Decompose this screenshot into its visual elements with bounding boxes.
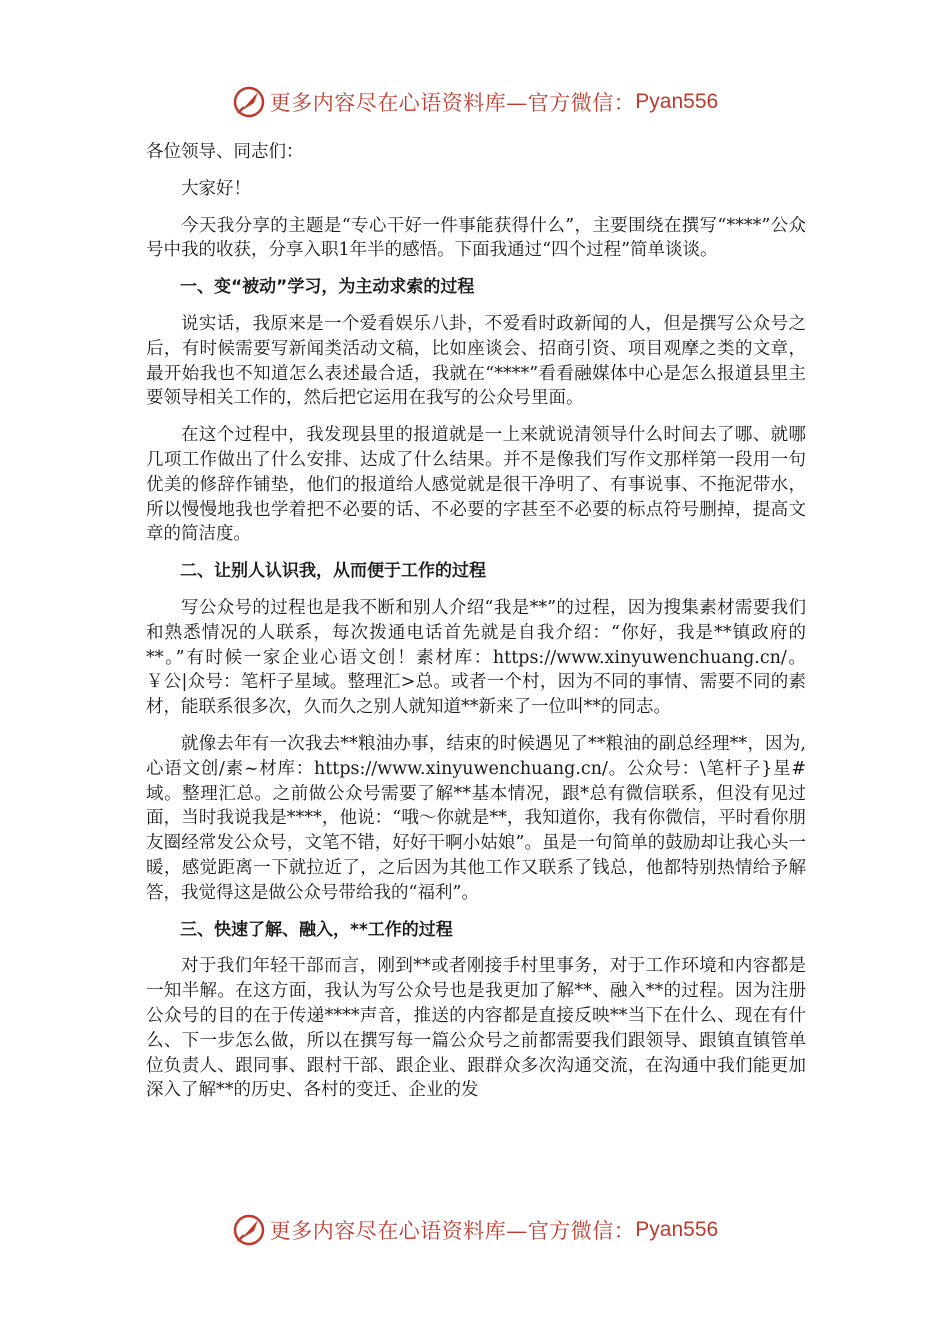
section-heading-2: 二、让别人认识我，从而便于工作的过程 (180, 561, 486, 582)
intro-paragraph: 今天我分享的主题是“专心干好一件事能获得什么”，主要围绕在撰写“****”公众号中我的收获，分享入职1年半的感悟。下面我通过“四个过程”简单谈谈。 (146, 215, 806, 261)
section-heading-3: 三、快速了解、融入，**工作的过程 (180, 919, 453, 940)
banner-text: 更多内容尽在心语资料库—官方微信： (269, 1219, 636, 1243)
paragraph-1: 说实话，我原来是一个爱看娱乐八卦，不爱看时政新闻的人，但是撰写公众号之后，有时候需要写新闻类活动文稿，比如座谈会、招商引资、项目观摩之类的文章，最开始我也不知道怎么表述最合适，我就在“****”看看融媒体中心是怎么报道县里主要领导相关工作的，然后把它运用在我写的公众号里面。 (146, 313, 806, 409)
banner-wechat-id: Pyan556 (635, 1218, 719, 1241)
banner-wechat-id: Pyan556 (635, 90, 719, 113)
header-banner (0, 80, 950, 124)
document-body (146, 140, 806, 1115)
banner-text: 更多内容尽在心语资料库—官方微信： (269, 91, 636, 115)
quill-logo-icon (232, 85, 266, 119)
paragraph-3: 写公众号的过程也是我不断和别人介绍“我是**”的过程，因为搜集素材需要我们和熟悉情况的人联系，每次拨通电话首先就是自我介绍：“你好，我是**镇政府的**。”有时候一家企业心语文创！素材库：https://www.xinyuwenchuang.cn/。￥公|众号：笔杆子星域。整理汇>总。或者一个村，因为不同的事情、需要不同的素材，能联系很多次，久而久之别人就知道**新来了一位叫**的同志。 (146, 597, 806, 718)
paragraph-2: 在这个过程中，我发现县里的报道就是一上来就说清领导什么时间去了哪、就哪几项工作做出了什么安排、达成了什么结果。并不是像我们写作文那样第一段用一句优美的修辞作铺垫，他们的报道给人感觉就是很干净明了、有事说事、不拖泥带水，所以慢慢地我也学着把不必要的话、不必要的字甚至不必要的标点符号删掉，提高文章的简洁度。 (146, 425, 806, 545)
hello-line: 大家好！ (181, 178, 251, 199)
footer-banner (0, 1208, 950, 1252)
paragraph-4: 就像去年有一次我去**粮油办事，结束的时候遇见了**粮油的副总经理**，因为,心语文创/素~材库：https://www.xinyuwenchuang.cn/。公众号：\笔杆子}星#域。整理汇总。之前做公众号需要了解**基本情况，跟*总有微信联系，但没有见过面，当时我说我是****，他说：“哦～你就是**，我知道你，我有你微信，平时看你朋友圈经常发公众号，文笔不错，好好干啊小姑娘”。虽是一句简单的鼓励却让我心头一暖，感觉距离一下就拉近了，之后因为其他工作又联系了钱总，他都特别热情给予解答，我觉得这是做公众号带给我的“福利”。 (146, 733, 806, 903)
paragraph-5: 对于我们年轻干部而言，刚到**或者刚接手村里事务，对于工作环境和内容都是一知半解。在这方面，我认为写公众号也是我更加了解**、融入**的过程。因为注册公众号的目的在于传递****声音，推送的内容都是直接反映**当下在什么、现在有什么、下一步怎么做，所以在撰写每一篇公众号之前都需要我们跟领导、跟镇直镇管单位负责人、跟同事、跟村干部、跟企业、跟群众多次沟通交流，在沟通中我们能更加深入了解**的历史、各村的变迁、企业的发 (146, 956, 806, 1101)
section-heading-1: 一、变“被动”学习，为主动求索的过程 (180, 277, 475, 298)
greeting: 各位领导、同志们： (146, 142, 304, 162)
quill-logo-icon (232, 1213, 266, 1247)
